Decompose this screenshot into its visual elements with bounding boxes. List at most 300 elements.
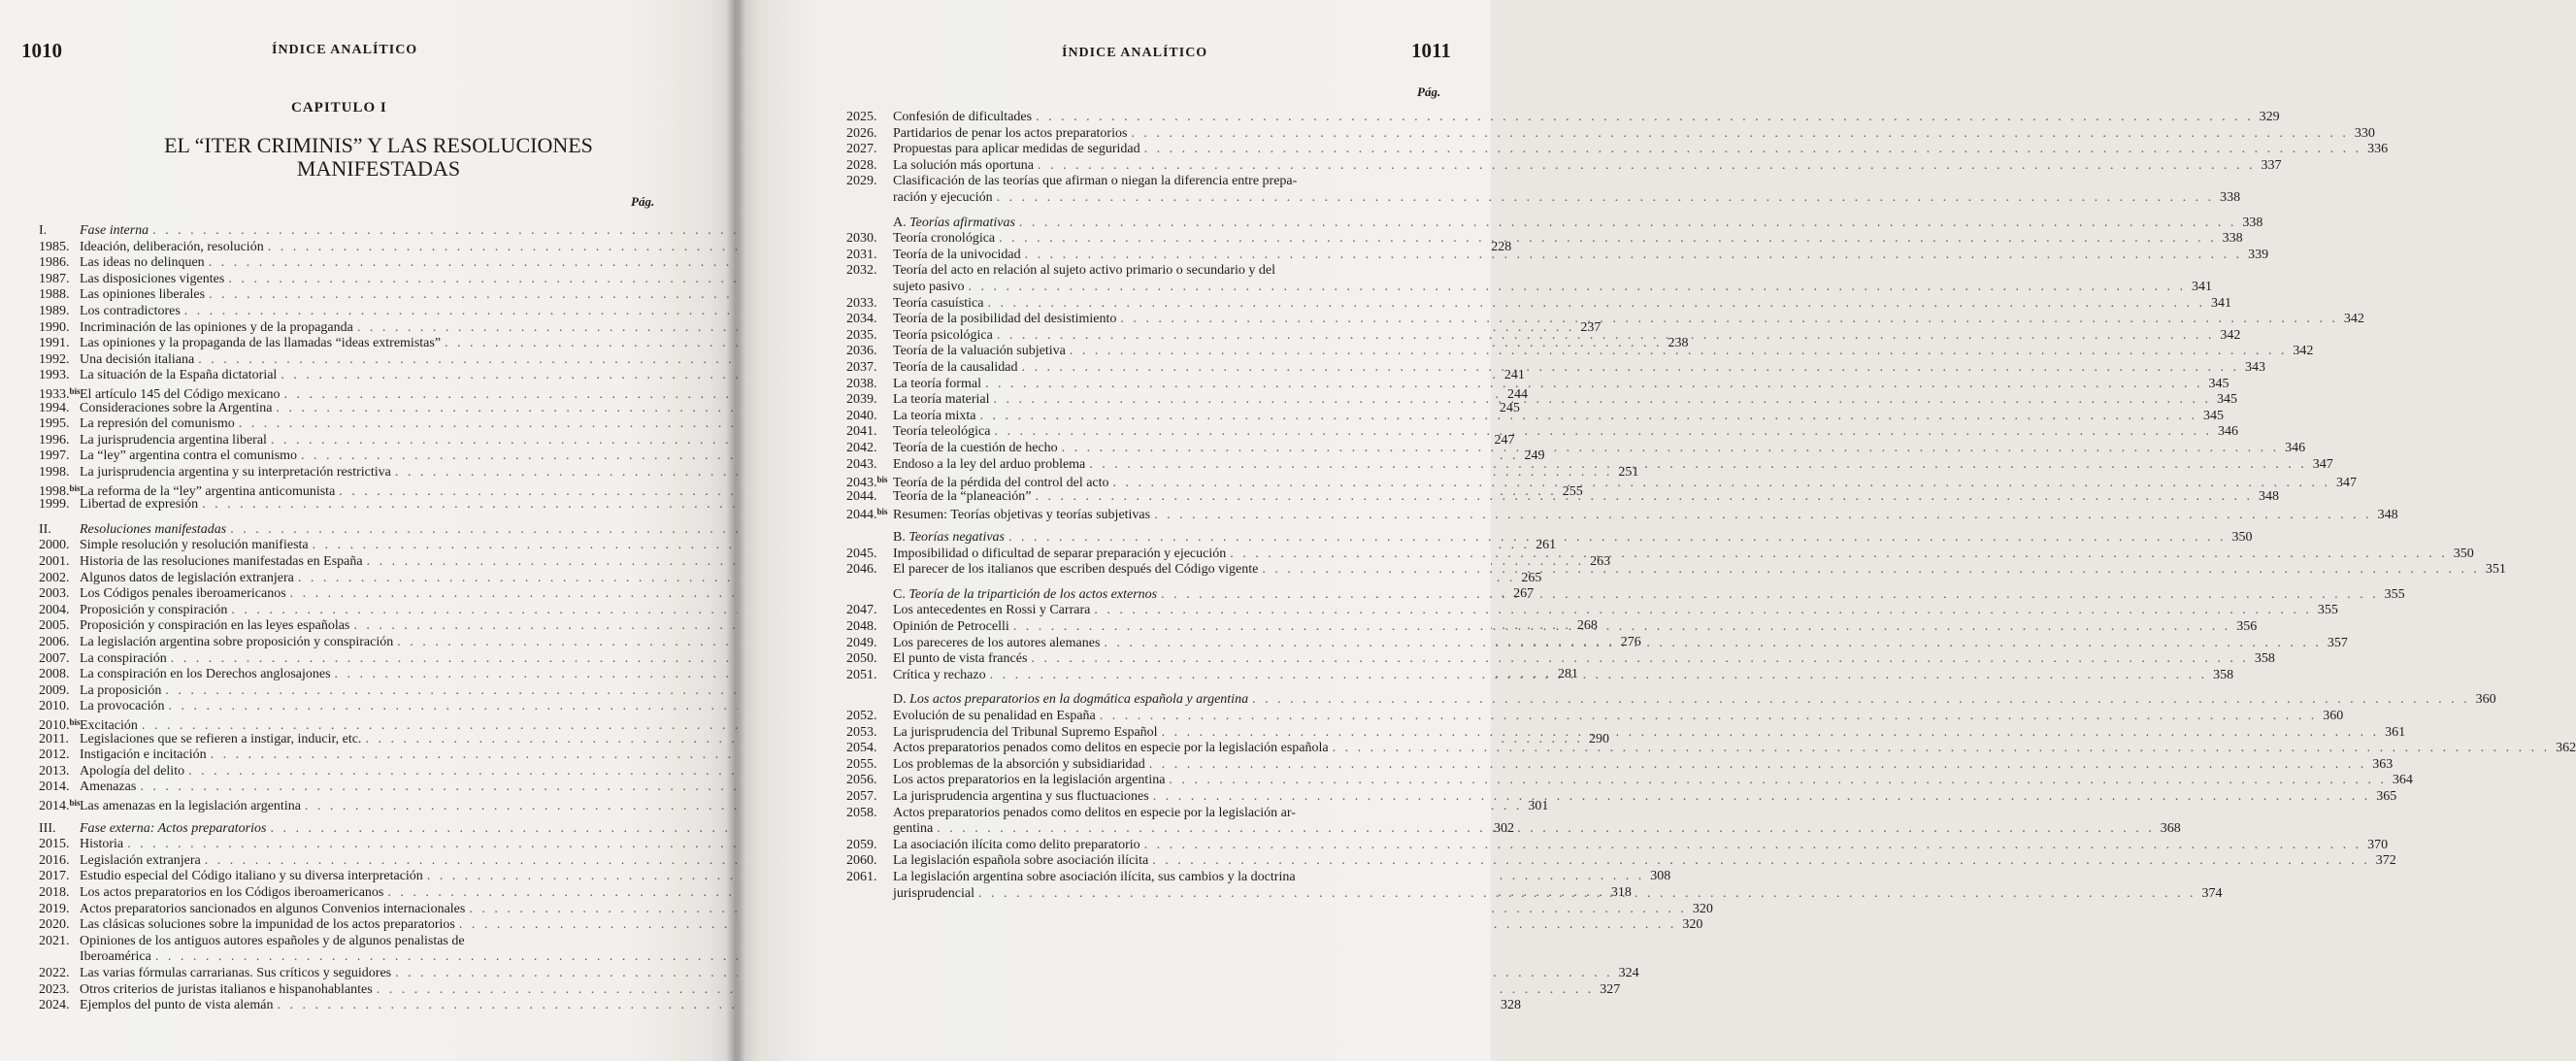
toc-entry (39, 650, 662, 667)
dot-leader (1021, 247, 2243, 263)
entry-number: 2022. (39, 966, 70, 980)
dot-leader (1031, 488, 2253, 505)
entry-page: 360 (2323, 709, 2344, 723)
entry-number: 2055. (846, 756, 877, 772)
entry-number: 1990. (39, 319, 70, 335)
entry-title: Propuestas para aplicar medidas de seguridad (893, 142, 1140, 157)
entry-title: Iberoamérica (80, 949, 151, 965)
entry-number: 2024. (39, 998, 70, 1013)
dot-leader (983, 295, 2205, 312)
toc-entry (39, 901, 1713, 917)
left-running-head: ÍNDICE ANALÍTICO (272, 43, 418, 57)
entry-page: 263 (1590, 554, 1611, 569)
entry-number: 1998. (39, 465, 70, 480)
toc-entry (39, 496, 662, 513)
entry-title: Las ideas no delinquen (80, 255, 205, 271)
entry-number: 1996. (39, 432, 70, 448)
toc-entry (39, 836, 662, 852)
entry-number: 2011. (39, 731, 69, 746)
entry-title: La reforma de la “ley” argentina anticomunista (80, 483, 336, 499)
entry-title: La legislación argentina sobre asociación ilícita, sus cambios y la doctrina (893, 870, 1296, 884)
entry-title: Crítica y rechazo (893, 667, 986, 682)
entry-number: 2045. (846, 546, 877, 561)
entry-page: 338 (2242, 215, 2263, 230)
book-spine (726, 0, 745, 1061)
entry-title: Excitación (80, 718, 138, 733)
entry-number: 2036. (846, 344, 877, 359)
entry-page: 363 (2372, 756, 2394, 772)
entry-title: La situación de la España dictatorial (80, 368, 278, 383)
toc-section-heading (39, 222, 662, 239)
toc-entry (846, 650, 2275, 667)
right-running-head: ÍNDICE ANALÍTICO (1062, 46, 1208, 60)
toc-entry (39, 746, 662, 763)
dot-leader (1034, 157, 2256, 174)
toc-entry (39, 779, 662, 795)
entry-page: 360 (2475, 692, 2496, 708)
entry-title: Los contradictores (80, 304, 181, 318)
entry-number: 1988. (39, 287, 70, 303)
entry-title: Una decisión italiana (80, 351, 195, 367)
entry-page: 237 (1580, 319, 1602, 335)
entry-page: 320 (1682, 917, 1703, 933)
entry-number: 2043. (846, 456, 877, 472)
entry-page: 308 (1650, 869, 1671, 884)
entry-number: 2044.$^{bis}$ (846, 507, 888, 523)
entry-page: 238 (1668, 336, 1689, 351)
entry-number: 1991. (39, 336, 70, 351)
entry-number: 2057. (846, 789, 877, 804)
entry-number: 2054. (846, 741, 877, 756)
dot-leader (965, 279, 2187, 295)
entry-title: Ideación, deliberación, resolución (80, 239, 264, 254)
entry-title: La conspiración (80, 650, 167, 666)
entry-number: 2014.$^{bis}$ (39, 798, 81, 813)
entry-page: 255 (1562, 483, 1583, 499)
entry-page: 281 (1558, 667, 1579, 682)
entry-number: 2040. (846, 408, 877, 423)
toc-entry (846, 772, 2413, 788)
right-page-number: 1011 (1411, 39, 1451, 62)
entry-title: La asociación ilícita como delito preparatorio (893, 837, 1140, 852)
entry-title: Estudio especial del Código italiano y su diversa interpretación (80, 869, 423, 884)
entry-title: Las opiniones y la propaganda de las llamadas “ideas extremistas” (80, 336, 442, 351)
dot-leader (1158, 724, 2380, 741)
dot-leader (1058, 440, 2280, 456)
entry-title: Legislaciones que se refieren a instigar, inducir, etc. (80, 731, 362, 746)
entry-number: II. (39, 521, 51, 537)
dot-leader (1005, 529, 2227, 546)
entry-number: 1993. (39, 368, 70, 383)
dot-leader (1015, 215, 2237, 231)
entry-number: 1994. (39, 400, 70, 415)
entry-number: 2047. (846, 603, 877, 618)
toc-entry (39, 981, 1621, 998)
dot-leader (990, 423, 2212, 440)
entry-title: D. Los actos preparatorios en la dogmática española y argentina (893, 692, 1249, 708)
entry-title: gentina (893, 821, 934, 837)
entry-number: 2061. (846, 870, 877, 884)
entry-page: 364 (2392, 773, 2413, 788)
dot-leader (1096, 708, 2318, 724)
dot-leader (1145, 756, 2367, 773)
entry-title: Instigación e incitación (80, 747, 207, 763)
chapter-title-line2: MANIFESTADAS (296, 156, 461, 181)
chapter-title-line1: EL “ITER CRIMINIS” Y LAS RESOLUCIONES (164, 133, 593, 157)
entry-number: 2050. (846, 651, 877, 667)
entry-title: Otros criterios de juristas italianos e hispanohablantes (80, 981, 373, 997)
entry-page: 276 (1620, 635, 1641, 649)
entry-number: 2060. (846, 853, 877, 869)
entry-title: Opiniones de los antiguos autores españoles y de algunos penalistas de (80, 933, 465, 948)
right-pag-label: Pág. (1417, 84, 1441, 99)
entry-title: Las varias fórmulas carrarianas. Sus críticos y seguidores (80, 966, 392, 980)
toc-entry (846, 740, 2576, 756)
toc-entry (39, 286, 662, 303)
entry-title: Los Códigos penales iberoamericanos (80, 586, 286, 602)
entry-page: 302 (1493, 820, 1514, 836)
entry-number: 2010. (39, 699, 70, 714)
entry-title: Actos preparatorios penados como delitos en especie por la legislación ar- (893, 805, 1296, 820)
entry-page: 329 (2259, 110, 2280, 124)
entry-page: 345 (2203, 408, 2225, 423)
dot-leader (1149, 788, 2371, 805)
entry-page: 350 (2231, 530, 2253, 545)
entry-number: I. (39, 223, 48, 238)
entry-number: 2008. (39, 667, 70, 682)
toc-entry (39, 948, 662, 965)
dot-leader (1116, 311, 2338, 327)
entry-title: Los antecedentes en Rossi y Carrara (893, 603, 1091, 618)
entry-title: Consideraciones sobre la Argentina (80, 400, 273, 415)
entry-number: 2046. (846, 562, 877, 578)
entry-title: Endoso a la ley del arduo problema (893, 456, 1086, 472)
entry-number: 1986. (39, 255, 70, 271)
entry-title: ración y ejecución (893, 190, 993, 205)
entry-number: 2016. (39, 852, 70, 868)
entry-number: 2004. (39, 602, 70, 617)
entry-number: 2027. (846, 142, 877, 157)
toc-entry (39, 682, 662, 699)
entry-number: 1998.$^{bis}$ (39, 482, 81, 499)
entry-number: 2013. (39, 763, 70, 779)
entry-number: 2032. (846, 263, 877, 279)
dot-leader (993, 189, 2215, 206)
entry-number: 2025. (846, 110, 877, 124)
entry-title: Legislación extranjera (80, 852, 201, 868)
dot-leader (974, 885, 2196, 902)
entry-title: A. Teorías afirmativas (893, 215, 1015, 230)
entry-page: 358 (2254, 651, 2275, 667)
entry-title: La jurisprudencia argentina y su interpretación restrictiva (80, 465, 391, 480)
entry-title: Teoría de la cuestión de hecho (893, 441, 1058, 455)
entry-title: La solución más oportuna (893, 157, 1035, 173)
entry-title: Clasificación de las teorías que afirman o niegan la diferencia entre prepa- (893, 174, 1298, 189)
entry-page: 327 (1600, 981, 1621, 997)
entry-title: La “ley” argentina contra el comunismo (80, 448, 298, 464)
entry-page: 343 (2244, 360, 2265, 375)
entry-page: 346 (2285, 441, 2306, 455)
entry-number: 1999. (39, 497, 70, 513)
entry-page: 261 (1536, 538, 1557, 553)
entry-page: 350 (2453, 546, 2474, 561)
toc-entry (846, 852, 2396, 869)
entry-title: La jurisprudencia argentina y sus fluctuaciones (893, 789, 1149, 804)
entry-number-suffix: bis (69, 798, 81, 808)
entry-number: 2028. (846, 157, 877, 173)
entry-title: Teoría de la valuación subjetiva (893, 344, 1066, 359)
dot-leader (1329, 740, 2551, 756)
entry-number: 2001. (39, 554, 70, 569)
entry-title: Los actos preparatorios en la legislación argentina (893, 773, 1166, 788)
toc-entry (846, 869, 1446, 885)
entry-number: 2003. (39, 586, 70, 602)
dot-leader (1258, 561, 2480, 578)
entry-number: 2041. (846, 424, 877, 440)
toc-entry (39, 698, 662, 714)
dot-leader (995, 230, 2217, 247)
entry-page: 365 (2376, 789, 2397, 804)
entry-number: 2059. (846, 837, 877, 852)
entry-title: La jurisprudencia del Tribunal Supremo Español (893, 724, 1158, 740)
entry-page: 347 (2336, 476, 2358, 491)
dot-leader (1066, 343, 2288, 359)
entry-title: Resoluciones manifestadas (80, 521, 227, 537)
entry-title: Partidarios de penar los actos preparatorios (893, 125, 1128, 141)
entry-title: Simple resolución y resolución manifiesta (80, 538, 309, 553)
entry-page: 355 (2384, 586, 2405, 602)
entry-number: 2007. (39, 650, 70, 666)
toc-entry (846, 376, 2229, 392)
entry-page: 342 (2220, 327, 2241, 343)
entry-title: Evolución de su penalidad en España (893, 709, 1096, 723)
toc-entry (846, 109, 2280, 125)
entry-title: El artículo 145 del Código mexicano (80, 387, 281, 402)
dot-leader (1085, 456, 2307, 473)
dot-leader (1165, 772, 2387, 788)
entry-page: 265 (1521, 570, 1542, 585)
toc-entry (846, 173, 1446, 189)
dot-leader (1157, 586, 2379, 603)
entry-number: 2029. (846, 174, 877, 189)
entry-title: El punto de vista francés (893, 651, 1028, 667)
dot-leader (1150, 507, 2372, 523)
entry-title: La teoría mixta (893, 408, 976, 423)
toc-entry (39, 415, 662, 432)
entry-page: 351 (2485, 562, 2506, 578)
entry-title: Teoría cronológica (893, 231, 996, 247)
entry-title: Incriminación de las opiniones y de la propaganda (80, 319, 353, 335)
entry-page: 346 (2217, 424, 2238, 440)
toc-entry (39, 965, 1639, 981)
entry-page: 330 (2354, 125, 2375, 141)
entry-number: 2044. (846, 488, 877, 504)
dot-leader (1032, 109, 2254, 125)
entry-number: 2005. (39, 618, 70, 634)
toc-entry (39, 763, 662, 779)
entry-title: Las amenazas en la legislación argentina (80, 799, 301, 813)
left-page-number: 1010 (21, 39, 62, 62)
entry-page: 341 (2192, 280, 2212, 294)
entry-number: 2015. (39, 837, 70, 852)
toc-entry (39, 933, 662, 949)
entry-page: 320 (1692, 901, 1713, 916)
entry-number-suffix: bis (876, 507, 888, 517)
entry-number: 2018. (39, 885, 70, 900)
dot-leader (1226, 546, 2448, 562)
entry-page: 301 (1528, 799, 1549, 813)
entry-page: 339 (2248, 247, 2269, 262)
entry-page: 356 (2236, 619, 2258, 634)
entry-number: 2002. (39, 570, 70, 585)
entry-title: Proposición y conspiración en las leyes españolas (80, 618, 350, 634)
toc-entry (846, 157, 2282, 174)
entry-title: Teoría de la univocidad (893, 247, 1021, 262)
entry-number: 1985. (39, 239, 70, 254)
entry-page: 341 (2210, 295, 2231, 311)
entry-page: 337 (2261, 157, 2282, 173)
toc-entry (39, 254, 662, 271)
entry-page: 368 (2160, 821, 2181, 837)
chapter-label: CAPITULO I (291, 100, 387, 116)
toc-entry (846, 708, 2344, 724)
entry-page: 318 (1610, 885, 1632, 900)
entry-title: Teoría del acto en relación al sujeto activo primario o secundario y del (893, 263, 1275, 279)
entry-title: Los problemas de la absorción y subsidiaridad (893, 756, 1145, 772)
entry-number: 2014. (39, 779, 70, 795)
entry-title: Los actos preparatorios en los Códigos iberoamericanos (80, 885, 384, 900)
dot-leader (1140, 141, 2362, 157)
entry-page: 355 (2317, 603, 2338, 618)
entry-title: Teoría teleológica (893, 424, 991, 440)
entry-number: 1989. (39, 304, 70, 318)
entry-page: 348 (2258, 488, 2279, 504)
entry-title: La conspiración en los Derechos anglosajones (80, 667, 331, 682)
entry-number: 2006. (39, 635, 70, 649)
toc-entry (846, 141, 2389, 157)
toc-entry (846, 247, 2269, 263)
entry-number: 2052. (846, 709, 877, 723)
entry-number: 2012. (39, 747, 70, 763)
toc-entry (846, 756, 2394, 773)
toc-entry (39, 271, 662, 287)
toc-entry (846, 788, 2397, 805)
left-pag-label: Pág. (631, 194, 655, 209)
entry-title: Teoría de la “planeación” (893, 488, 1032, 504)
entry-page: 268 (1576, 618, 1598, 634)
entry-title: La legislación argentina sobre proposición y conspiración (80, 635, 394, 649)
dot-leader (981, 376, 2203, 392)
toc-entry (846, 602, 2338, 618)
toc-entry (846, 805, 1446, 821)
entry-number: 1997. (39, 448, 70, 464)
entry-title: Las opiniones liberales (80, 287, 206, 303)
entry-page: 228 (1491, 239, 1512, 254)
entry-page: 241 (1503, 368, 1525, 383)
entry-number: 2048. (846, 619, 877, 634)
entry-number: 2034. (846, 312, 877, 327)
entry-title: Teoría de la posibilidad del desistimiento (893, 312, 1117, 327)
entry-title: Teoría de la causalidad (893, 360, 1018, 375)
entry-title: Teoría casuística (893, 295, 984, 311)
entry-number: 2021. (39, 933, 70, 948)
entry-number: 2037. (846, 360, 877, 375)
entry-number: 2010.$^{bis}$ (39, 717, 81, 733)
toc-entry (846, 837, 2389, 853)
entry-page: 247 (1494, 432, 1515, 448)
entry-title: El parecer de los italianos que escriben después del Código vigente (893, 562, 1259, 578)
entry-title: Imposibilidad o dificultad de separar preparación y ejecución (893, 546, 1227, 561)
entry-page: 338 (2220, 190, 2241, 205)
dot-leader (1027, 650, 2249, 667)
entry-number: 2000. (39, 538, 70, 553)
toc-section-heading (39, 521, 662, 538)
entry-page: 370 (2367, 837, 2389, 852)
entry-number: 1933.$^{bis}$ (39, 386, 81, 402)
entry-page: 357 (2327, 635, 2348, 650)
chapter-title (136, 134, 621, 181)
toc-entry (846, 262, 1446, 279)
entry-title: Los pareceres de los autores alemanes (893, 635, 1101, 650)
entry-page: 244 (1506, 387, 1528, 402)
dot-leader (1248, 691, 2470, 708)
toc-entry (39, 351, 662, 368)
entry-number: 2035. (846, 327, 877, 343)
entry-number: 1992. (39, 351, 70, 367)
entry-title: Fase externa: Actos preparatorios (80, 820, 267, 836)
entry-title: Fase interna (80, 223, 149, 238)
entry-title: jurisprudencial (893, 885, 974, 901)
entry-title: Ejemplos del punto de vista alemán (80, 998, 274, 1013)
entry-page: 342 (2343, 312, 2364, 327)
toc-entry (39, 303, 662, 319)
toc-entry (846, 408, 2225, 424)
dot-leader (1127, 125, 2349, 142)
toc-entry (846, 504, 2398, 523)
entry-number: 2019. (39, 901, 70, 916)
toc-entry (846, 279, 2212, 295)
entry-number: 1987. (39, 271, 70, 286)
entry-page: 251 (1618, 465, 1639, 480)
entry-page: 361 (2385, 724, 2406, 740)
entry-title: Las clásicas soluciones sobre la impunidad de los actos preparatorios (80, 917, 455, 933)
dot-leader (1090, 602, 2312, 618)
entry-number: 2042. (846, 441, 877, 455)
dot-leader (1017, 359, 2239, 376)
entry-page: 267 (1513, 586, 1535, 602)
toc-section-heading (846, 691, 2496, 708)
entry-title: Resumen: Teorías objetivas y teorías subjetivas (893, 508, 1151, 523)
entry-title: Las disposiciones vigentes (80, 271, 225, 286)
entry-title: La teoría material (893, 392, 990, 408)
entry-title: Opinión de Petrocelli (893, 619, 1009, 634)
entry-number: 2053. (846, 724, 877, 740)
toc-entry (846, 125, 2375, 142)
toc-entry (39, 714, 662, 731)
entry-page: 345 (2208, 376, 2229, 391)
entry-page: 362 (2556, 741, 2576, 756)
toc-entry (39, 997, 1521, 1013)
entry-title: Proposición y conspiración (80, 602, 228, 617)
entry-number: 2056. (846, 773, 877, 788)
dot-leader (933, 820, 2155, 837)
entry-page: 336 (2367, 142, 2389, 157)
entry-number: 2051. (846, 667, 877, 682)
dot-leader (993, 327, 2215, 344)
entry-number: III. (39, 820, 56, 836)
entry-title: Historia de las resoluciones manifestadas en España (80, 554, 363, 569)
entry-page: 338 (2222, 231, 2243, 247)
